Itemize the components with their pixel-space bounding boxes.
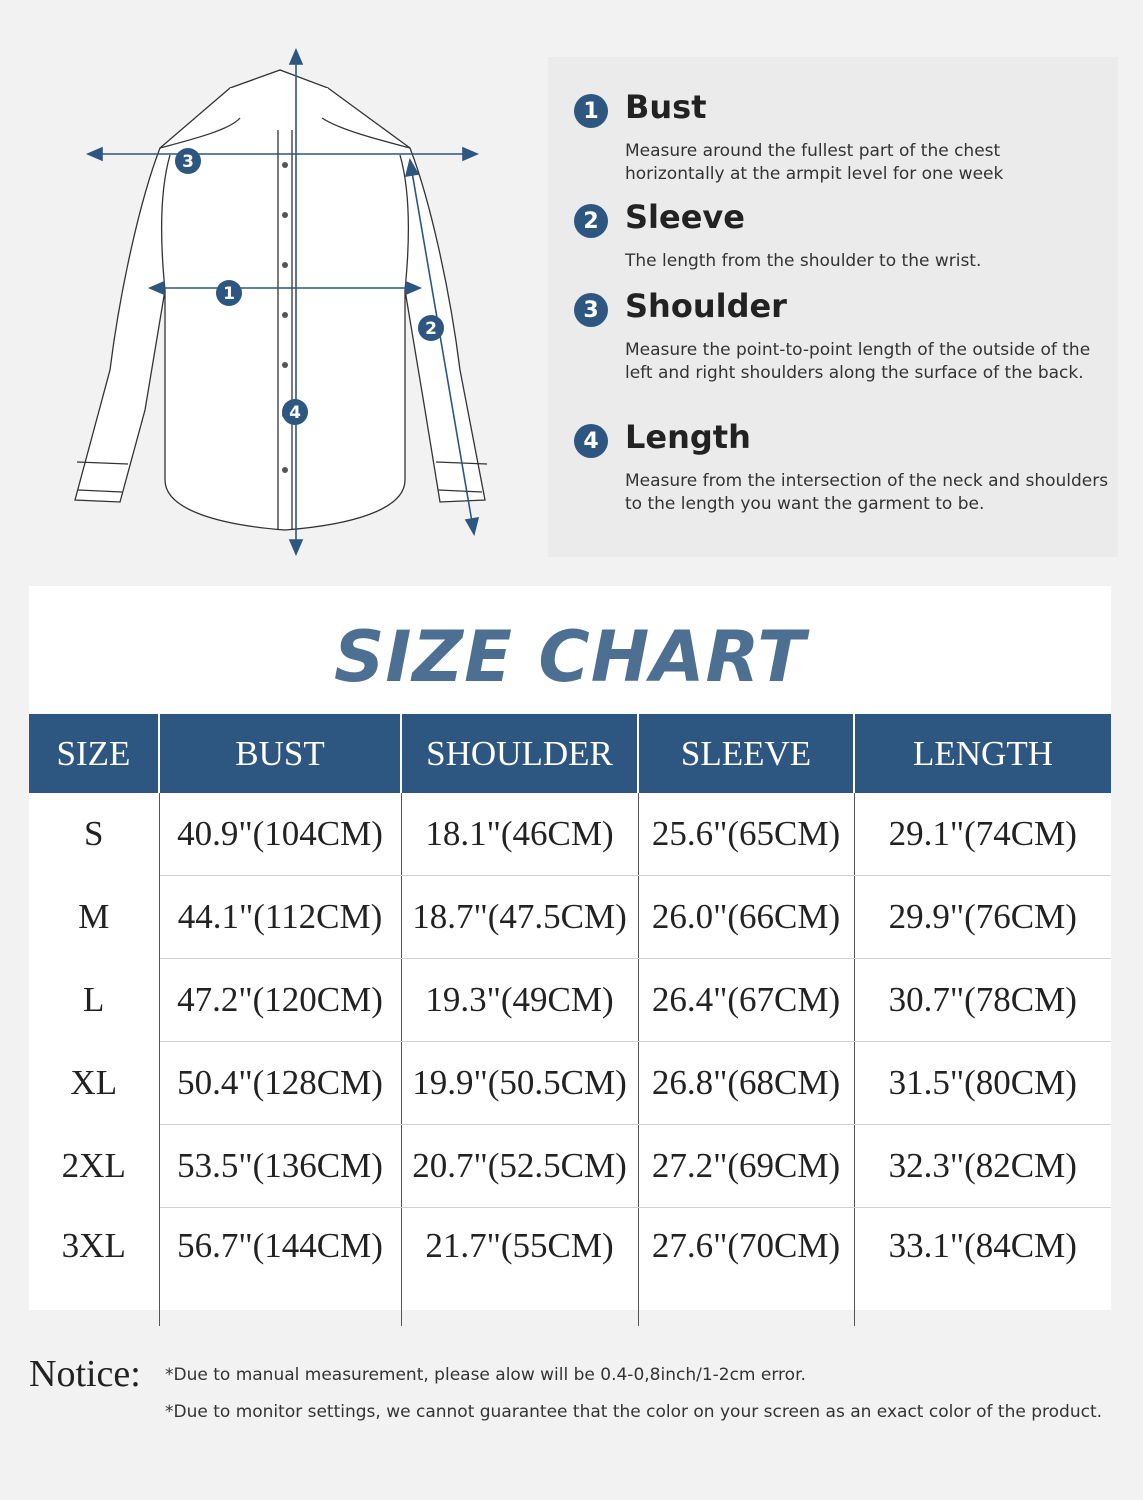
shoulder-cell: 19.9"(50.5CM) [401,1042,638,1125]
shoulder-cell: 19.3"(49CM) [401,959,638,1042]
shoulder-cell: 20.7"(52.5CM) [401,1125,638,1208]
figure-label-3: 3 [182,152,194,172]
bust-cell: 50.4"(128CM) [159,1042,401,1125]
length-cell: 29.1"(74CM) [854,793,1111,876]
table-row [29,959,1111,1042]
notice-label: Notice: [29,1353,141,1395]
size-cell: 2XL [29,1125,159,1208]
length-cell: 31.5"(80CM) [854,1042,1111,1125]
sleeve-cell: 27.6"(70CM) [638,1208,854,1327]
size-cell: S [29,793,159,876]
bust-title: Bust [625,88,707,126]
notice-line-1: *Due to manual measurement, please alow will be 0.4-0,8inch/1-2cm error. [165,1365,806,1385]
size-chart-title: SIZE CHART [333,616,807,698]
header-length: LENGTH [854,714,1111,793]
size-cell: XL [29,1042,159,1125]
bust-cell: 44.1"(112CM) [159,876,401,959]
size-cell: M [29,876,159,959]
sleeve-description: The length from the shoulder to the wrist. [625,251,982,271]
bust-cell: 53.5"(136CM) [159,1125,401,1208]
length-cell: 33.1"(84CM) [888,1226,1077,1265]
header-sleeve: SLEEVE [638,714,854,793]
sleeve-cell: 26.0"(66CM) [638,876,854,959]
shoulder-cell: 18.7"(47.5CM) [401,876,638,959]
table-row [29,1208,1111,1327]
notice-line-2: *Due to monitor settings, we cannot guarantee that the color on your screen as an exact color of the product. [165,1402,1103,1422]
table-header-row [29,714,1111,793]
shoulder-cell: 21.7"(55CM) [401,1208,638,1327]
size-table [29,714,1111,1326]
sleeve-cell: 25.6"(65CM) [638,793,854,876]
measurement-guide-panel [548,57,1118,557]
table-row [29,876,1111,959]
table-row [29,793,1111,876]
sleeve-cell: 27.2"(69CM) [638,1125,854,1208]
bust-description: Measure around the fullest part of the chest horizontally at the armpit level for one week [625,141,1004,184]
figure-label-4: 4 [289,403,301,423]
header-shoulder: SHOULDER [401,714,638,793]
table-row [29,1125,1111,1208]
figure-label-1: 1 [223,284,235,304]
bust-number-badge: 1 [574,94,608,128]
bust-cell: 47.2"(120CM) [159,959,401,1042]
sleeve-title: Sleeve [625,198,745,236]
shoulder-description: Measure the point-to-point length of the outside of the left and right shoulders along the surface of the back. [625,340,1091,383]
table-row [29,1042,1111,1125]
length-description: Measure from the intersection of the neck and shoulders to the length you want the garment to be. [625,471,1109,514]
shoulder-number-badge: 3 [574,293,608,327]
shoulder-title: Shoulder [625,287,787,325]
figure-label-2: 2 [425,319,437,339]
size-cell: L [29,959,159,1042]
sleeve-number-badge: 2 [574,204,608,238]
sleeve-cell: 26.4"(67CM) [638,959,854,1042]
length-cell: 29.9"(76CM) [854,876,1111,959]
sleeve-cell: 26.8"(68CM) [638,1042,854,1125]
size-cell: 3XL [29,1208,159,1327]
shirt-measurement-illustration [40,30,540,570]
header-size: SIZE [29,714,159,793]
bust-cell: 56.7"(144CM) [159,1208,401,1327]
bust-cell: 40.9"(104CM) [159,793,401,876]
header-bust: BUST [159,714,401,793]
shoulder-cell: 18.1"(46CM) [401,793,638,876]
length-number-badge: 4 [574,424,608,458]
length-title: Length [625,418,751,456]
length-cell: 32.3"(82CM) [854,1125,1111,1208]
length-cell: 30.7"(78CM) [854,959,1111,1042]
size-chart-card [29,586,1111,1310]
